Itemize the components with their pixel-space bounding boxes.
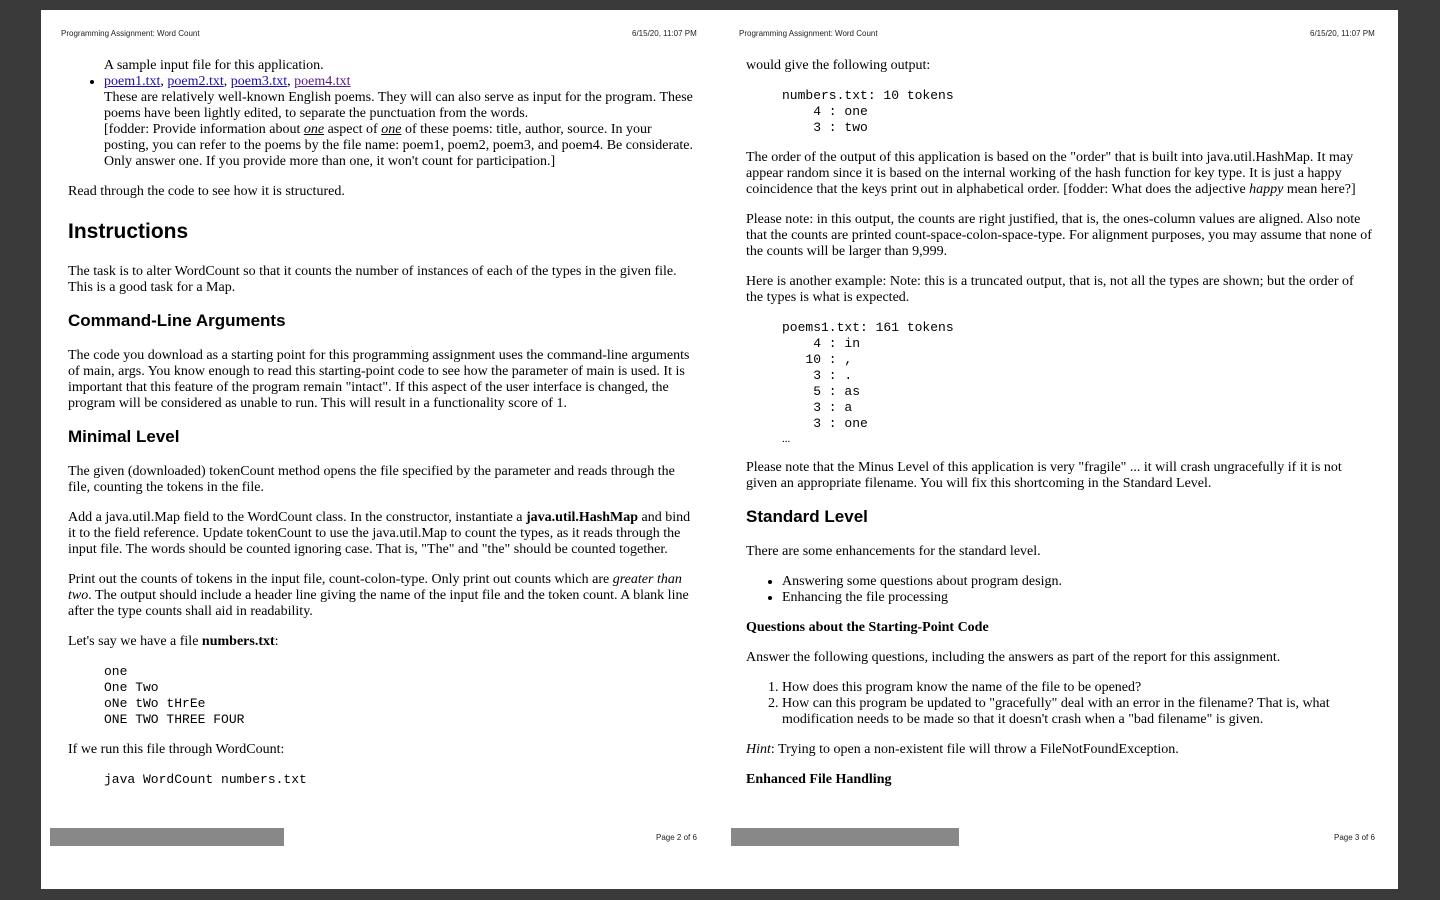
minimal-paragraph: The given (downloaded) tokenCount method opens the file specified by the parameter and reads through the file, counting the tokens in the file. — [68, 464, 675, 495]
answer-paragraph: Answer the following questions, including the answers as part of the report for this assignment. — [746, 650, 1281, 665]
poem1-link[interactable]: poem1.txt — [104, 74, 161, 89]
page-number: Page 3 of 6 — [1334, 833, 1375, 842]
page-3 — [719, 10, 1398, 889]
questions-list — [746, 680, 1374, 728]
poems-output-code: poems1.txt: 161 tokens 4 : in 10 : , 3 : . 5 : as 3 : a 3 : one — [782, 320, 954, 431]
header-title: Programming Assignment: Word Count — [61, 29, 200, 38]
footer-url-bar — [50, 828, 284, 846]
numbers-file-code: one One Two oNe tWo tHrEe ONE TWO THREE FOUR — [104, 664, 245, 727]
poem-list — [68, 74, 696, 90]
cla-paragraph: The code you download as a starting point for this programming assignment uses the command-line arguments of main, args. You know enough to read this starting-point code to see how the parameter of main is used. It is important that this feature of the program remain "intact". If this aspect of the user interface is changed, the program will be considered as unable to run. This will result in a functionality score of 1. — [68, 348, 690, 411]
list-item: • Answering some questions about program design. — [782, 574, 1374, 590]
order-paragraph: The order of the output of this application is based on the "order" that is built into java.util.HashMap. It may appear random since it is based on the internal working of the hash function for key type. It is just a happy coincidence that the keys print out in alphabetical order. [fodder: What does the adjective happy mean here?] — [746, 150, 1356, 197]
enhanced-file-handling-heading: Enhanced File Handling — [746, 772, 892, 787]
minimal-level-heading: Minimal Level — [68, 427, 180, 446]
intro-line: A sample input file for this application. — [104, 58, 324, 73]
enhancements-intro: There are some enhancements for the standard level. — [746, 544, 1041, 559]
instructions-heading: Instructions — [68, 220, 189, 243]
poem-description: These are relatively well-known English poems. They will can also serve as input for the program. These poems have been lightly edited, to separate the punctuation from the words. — [104, 90, 693, 121]
task-paragraph: The task is to alter WordCount so that it counts the number of instances of each of the types in the given file. This is a good task for a Map. — [68, 264, 677, 295]
page-content — [68, 58, 696, 802]
questions-heading: Questions about the Starting-Point Code — [746, 620, 989, 635]
enhancements-list — [746, 574, 1374, 606]
page-number: Page 2 of 6 — [656, 833, 697, 842]
fragile-paragraph: Please note that the Minus Level of this application is very "fragile" ... it will crash ungracefully if it is not given an appropriate filename. You will fix this shortcoming in the Standard Level. — [746, 460, 1342, 491]
header-title: Programming Assignment: Word Count — [739, 29, 878, 38]
standard-level-heading: Standard Level — [746, 507, 868, 526]
another-example-paragraph: Here is another example: Note: this is a truncated output, that is, not all the types are shown; but the order of the types is what is expected. — [746, 274, 1354, 305]
footer-url-bar — [731, 828, 959, 846]
document-sheet — [41, 10, 1398, 889]
numbers-file-paragraph: Let's say we have a file numbers.txt: — [68, 634, 279, 649]
truncation-ellipsis: ... — [782, 433, 791, 445]
header-date: 6/15/20, 11:07 PM — [632, 29, 697, 38]
page-content — [746, 58, 1374, 802]
command-code: java WordCount numbers.txt — [104, 772, 307, 787]
alignment-note: Please note: in this output, the counts are right justified, that is, the ones-column values are aligned. Also note that the counts are printed count-space-colon-space-type. For alignment purposes, you may assume that none of the counts will be larger than 9,999. — [746, 212, 1372, 259]
numbers-output-code: numbers.txt: 10 tokens 4 : one 3 : two — [782, 88, 954, 135]
header-date: 6/15/20, 11:07 PM — [1310, 29, 1375, 38]
cla-heading: Command-Line Arguments — [68, 311, 286, 330]
add-map-paragraph: Add a java.util.Map field to the WordCount class. In the constructor, instantiate a java.util.HashMap and bind it to the field reference. Update tokenCount to use the java.util.Map to count the types, as it reads through the input file. The words should be counted ignoring case. That is, "The" and "the" should be counted together. — [68, 510, 691, 557]
output-intro: would give the following output: — [746, 58, 931, 73]
fodder-note: [fodder: Provide information about one aspect of one of these poems: title, author, source. In your posting, you can refer to the poems by the file name: poem1, poem2, poem3, and poem4. Be considerate. Only answer one. If you provide more than one, it won't count for participation.] — [104, 122, 694, 169]
poem-links-item: • poem1.txt, poem2.txt, poem3.txt, poem4.txt — [104, 74, 696, 90]
list-item: 2. How can this program be updated to "gracefully" deal with an error in the filename? That is, what modification needs to be made so that it doesn't crash when a "bad filename" is given. — [782, 696, 1374, 728]
list-item: 1. How does this program know the name of the file to be opened? — [782, 680, 1374, 696]
page-2 — [41, 10, 719, 889]
poem3-link[interactable]: poem3.txt — [230, 74, 288, 89]
read-through-text: Read through the code to see how it is structured. — [68, 184, 345, 199]
hint-paragraph: Hint: Trying to open a non-existent file will throw a FileNotFoundException. — [746, 742, 1179, 757]
print-counts-paragraph: Print out the counts of tokens in the input file, count-colon-type. Only print out counts which are greater than two. The output should include a header line giving the name of the input file and the token count. A blank line after the type counts shall aid in readability. — [68, 572, 689, 619]
run-line: If we run this file through WordCount: — [68, 742, 285, 757]
poem2-link[interactable]: poem2.txt — [167, 74, 224, 89]
poem4-link[interactable]: poem4.txt — [294, 74, 351, 89]
list-item: • Enhancing the file processing — [782, 590, 1374, 606]
